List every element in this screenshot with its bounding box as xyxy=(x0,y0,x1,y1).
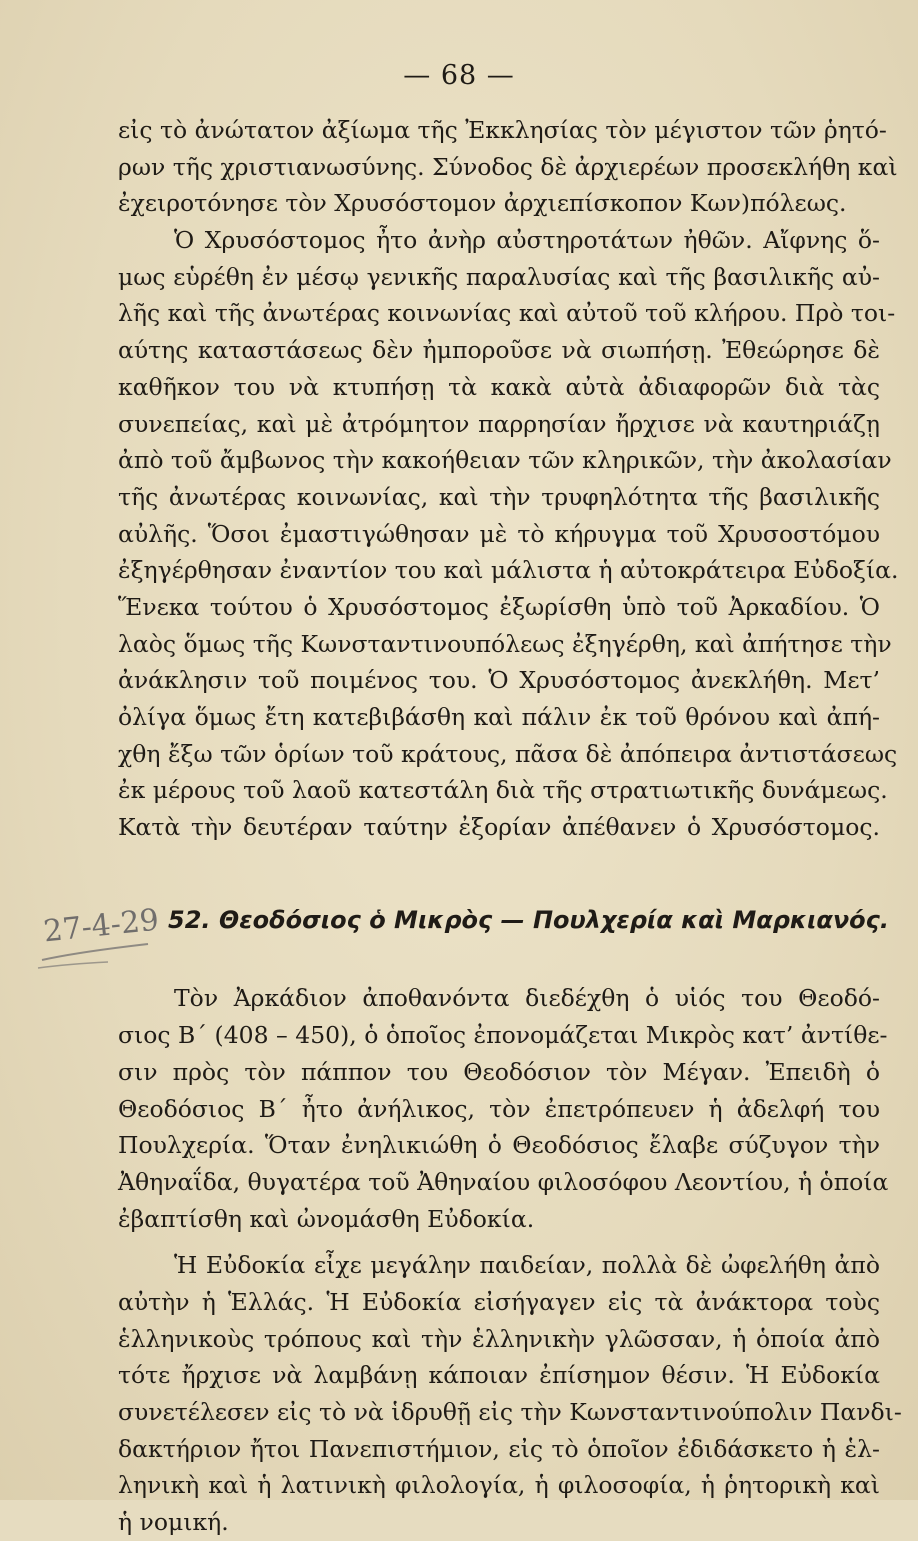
handwritten-date-note xyxy=(38,903,161,974)
text-line: χθη ἔξω τῶν ὁρίων τοῦ κράτους, πᾶσα δὲ ἀπόπειρα ἀντιστάσεως xyxy=(118,739,898,768)
text-line: σιος Β΄ (408 – 450), ὁ ὁποῖος ἐπονομάζεται Μικρὸς κατ’ ἀντίθε- xyxy=(118,1021,888,1050)
handwritten-date-text: 27-4-29 xyxy=(41,903,161,950)
text-line: τότε ἤρχισε νὰ λαμβάνῃ κάποιαν ἐπίσημον θέσιν. Ἡ Εὐδοκία xyxy=(118,1361,880,1390)
text-line: ἐξηγέρθησαν ἐναντίον του καὶ μάλιστα ἡ αὐτοκράτειρα Εὐδοξία. xyxy=(118,556,899,585)
text-line xyxy=(118,846,880,883)
text-line: λαὸς ὅμως τῆς Κωνσταντινουπόλεως ἐξηγέρθη, καὶ ἀπήτησε τὴν xyxy=(118,629,892,658)
text-line: ρων τῆς χριστιανωσύνης. Σύνοδος δὲ ἀρχιερέων προσεκλήθη καὶ xyxy=(118,152,898,181)
text-line: ἀπὸ τοῦ ἄμβωνος τὴν κακοήθειαν τῶν κληρικῶν, τὴν ἀκολασίαν xyxy=(118,446,892,475)
text-line: τῆς ἀνωτέρας κοινωνίας, καὶ τὴν τρυφηλότητα τῆς βασιλικῆς xyxy=(118,482,880,511)
paragraph xyxy=(118,980,889,1237)
text-line: σιν πρὸς τὸν πάππον του Θεοδόσιον τὸν Μέγαν. Ἐπειδὴ ὁ xyxy=(118,1057,880,1086)
text-line: ὀλίγα ὅμως ἔτη κατεβιβάσθη καὶ πάλιν ἐκ τοῦ θρόνου καὶ ἀπή- xyxy=(118,703,880,731)
text-line: μως εὑρέθη ἐν μέσῳ γενικῆς παραλυσίας καὶ τῆς βασιλικῆς αὐ- xyxy=(118,262,880,291)
text-line: Ἕνεκα τούτου ὁ Χρυσόστομος ἐξωρίσθη ὑπὸ τοῦ Ἀρκαδίου. Ὁ xyxy=(118,592,880,621)
text-line: ἐβαπτίσθη καὶ ὠνομάσθη Εὐδοκία. xyxy=(118,1204,535,1233)
text-line: Τὸν Ἀρκάδιον ἀποθανόντα διεδέχθη ὁ υἱός του Θεοδό- xyxy=(174,984,880,1013)
text-line: Κατὰ τὴν δευτέραν ταύτην ἐξορίαν ἀπέθανεν ὁ Χρυσόστομος. xyxy=(118,813,880,842)
text-line: αύτης καταστάσεως δὲν ἠμποροῦσε νὰ σιωπήσῃ. Ἐθεώρησε δὲ xyxy=(118,336,880,365)
text-line: συνεπείας, καὶ μὲ ἀτρόμητον παρρησίαν ἤρχισε νὰ καυτηριάζῃ xyxy=(118,409,880,438)
text-line: Ἀθηναΐδα, θυγατέρα τοῦ Ἀθηναίου φιλοσόφου Λεοντίου, ἡ ὁποία xyxy=(118,1167,889,1196)
page-number: — 68 — xyxy=(403,60,515,91)
text-line: συνετέλεσεν εἰς τὸ νὰ ἱδρυθῇ εἰς τὴν Κωνσταντινούπολιν Πανδι- xyxy=(118,1398,902,1426)
paragraph-gap xyxy=(118,1237,880,1247)
text-line: Ὁ Χρυσόστομος ἦτο ἀνὴρ αὐστηροτάτων ἠθῶν. Αἴφνης ὅ- xyxy=(174,226,880,255)
text-line: ἐκ μέρους τοῦ λαοῦ κατεστάλη διὰ τῆς στρατιωτικῆς δυνάμεως. xyxy=(118,776,888,805)
text-line: ἐχειροτόνησε τὸν Χρυσόστομον ἀρχιεπίσκοπον Κων)πόλεως. xyxy=(118,189,847,218)
text-line: αὐλῆς. Ὅσοι ἐμαστιγώθησαν μὲ τὸ κήρυγμα τοῦ Χρυσοστόμου xyxy=(118,519,880,548)
text-line: ληνικὴ καὶ ἡ λατινικὴ φιλολογία, ἡ φιλοσοφία, ἡ ῥητορικὴ καὶ xyxy=(118,1471,880,1500)
text-line: δακτήριον ἤτοι Πανεπιστήμιον, εἰς τὸ ὁποῖον ἐδιδάσκετο ἡ ἑλ- xyxy=(118,1434,880,1463)
text-line: Πουλχερία. Ὅταν ἐνηλικιώθη ὁ Θεοδόσιος ἔλαβε σύζυγον τὴν xyxy=(118,1131,880,1160)
page-body xyxy=(41,112,902,1541)
handwritten-date-drawing xyxy=(38,903,161,974)
section-heading-row xyxy=(41,898,889,958)
text-line: ἑλληνικοὺς τρόπους καὶ τὴν ἑλληνικὴν γλῶσσαν, ἡ ὁποία ἀπὸ xyxy=(118,1324,880,1353)
paragraph xyxy=(118,222,899,882)
text-line: καθῆκον του νὰ κτυπήσῃ τὰ κακὰ αὐτὰ ἀδιαφορῶν διὰ τὰς xyxy=(118,372,880,401)
paragraph xyxy=(118,1247,902,1541)
text-line: εἰς τὸ ἀνώτατον ἀξίωμα τῆς Ἐκκλησίας τὸν μέγιστον τῶν ῥητό- xyxy=(118,116,887,144)
text-line: λῆς καὶ τῆς ἀνωτέρας κοινωνίας καὶ αὐτοῦ τοῦ κλήρου. Πρὸ τοι- xyxy=(118,299,896,328)
text-line: ἀνάκλησιν τοῦ ποιμένος του. Ὁ Χρυσόστομος ἀνεκλήθη. Μετ’ xyxy=(118,666,880,695)
text-line: Θεοδόσιος Β΄ ἦτο ἀνήλικος, τὸν ἐπετρόπευεν ἡ ἀδελφή του xyxy=(118,1094,880,1123)
text-line: ἡ νομική. xyxy=(118,1508,229,1537)
text-line: Ἡ Εὐδοκία εἶχε μεγάλην παιδείαν, πολλὰ δὲ ὠφελήθη ἀπὸ xyxy=(174,1251,880,1280)
paragraph xyxy=(118,112,898,222)
section-heading: 52. Θεοδόσιος ὁ Μικρὸς — Πουλχερία καὶ Μαρκιανός. xyxy=(168,906,889,935)
text-line: αὐτὴν ἡ Ἑλλάς. Ἡ Εὐδοκία εἰσήγαγεν εἰς τὰ ἀνάκτορα τοὺς xyxy=(118,1287,880,1316)
